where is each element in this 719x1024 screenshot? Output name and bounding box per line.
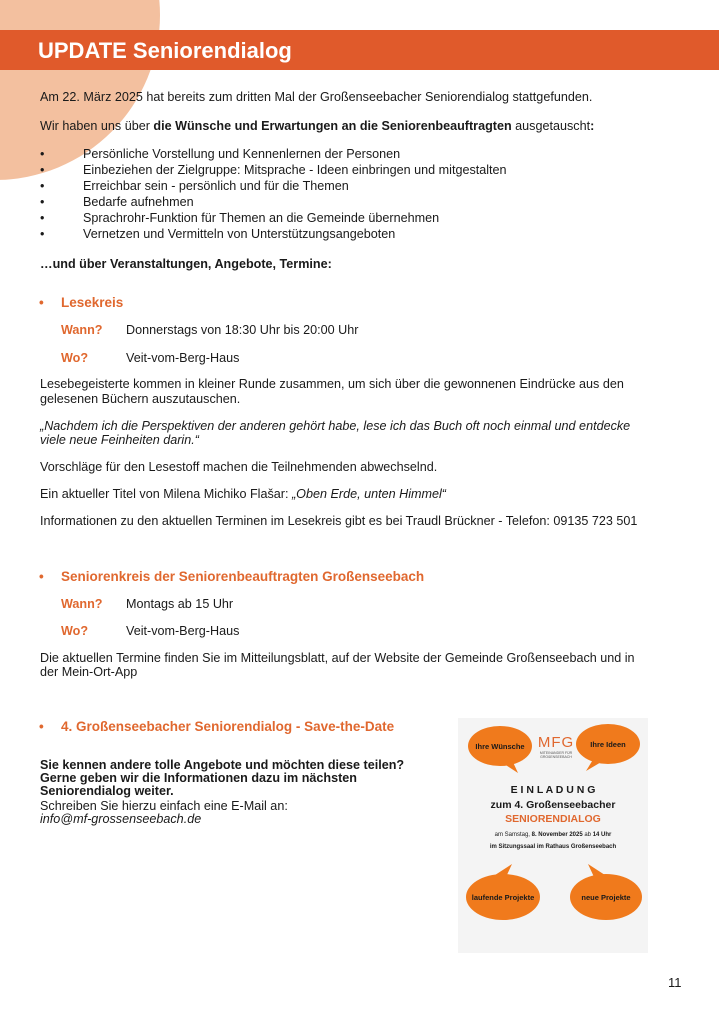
intro-topic-paragraph: Wir haben uns über die Wünsche und Erwartungen an die Seniorenbeauftragten ausgetauscht: [40, 119, 595, 133]
speech-bubble: Ihre Wünsche [468, 726, 532, 766]
lesekreis-description-line1: Lesebegeisterte kommen in kleiner Runde zusammen, um sich über die gewonnenen Eindrücke aus den [40, 377, 624, 391]
lesekreis-quote-line2: viele neue Feinheiten darin.“ [40, 433, 199, 447]
speech-bubble-tail [586, 758, 608, 772]
speech-bubble: Ihre Ideen [576, 724, 640, 764]
lesekreis-current-title: Ein aktueller Titel von Milena Michiko Flašar: „Oben Erde, unten Himmel“ [40, 487, 446, 501]
lesekreis-suggestions: Vorschläge für den Lesestoff machen die Teilnehmenden abwechselnd. [40, 460, 438, 474]
save-the-date-text: Sie kennen andere tolle Angebote und möchten diese teilen? Gerne geben wir die Informationen dazu im nächsten Seniorendialog weiter. [40, 758, 405, 798]
invitation-flyer [458, 718, 648, 953]
intro-paragraph: Am 22. März 2025 hat bereits zum dritten Mal der Großenseebacher Seniorendialog stattgefunden. [40, 90, 593, 104]
speech-bubble: laufende Projekte [466, 874, 540, 920]
speech-bubble: neue Projekte [570, 874, 642, 920]
events-heading: …und über Veranstaltungen, Angebote, Termine: [40, 257, 332, 271]
lesekreis-quote-line1: „Nachdem ich die Perspektiven der anderen gehört habe, lese ich das Buch oft noch einmal und entdecke [40, 419, 631, 433]
lesekreis-contact: Informationen zu den aktuellen Terminen im Lesekreis gibt es bei Traudl Brückner - Telefon: 09135 723 501 [40, 514, 638, 528]
flyer-heading: zum 4. Großenseebacher [490, 799, 616, 811]
flyer-date: am Samstag, 8. November 2025 ab 14 Uhr [494, 832, 612, 838]
seniorenkreis-description-line2: der Mein-Ort-App [40, 665, 138, 679]
email-prompt: Schreiben Sie hierzu einfach eine E-Mail an: [40, 799, 288, 813]
speech-bubble-tail [498, 760, 520, 774]
page-number: 11 [668, 975, 682, 990]
page-title: UPDATE Seniorendialog [38, 38, 292, 63]
seniorenkreis-description-line1: Die aktuellen Termine finden Sie im Mitteilungsblatt, auf der Website der Gemeinde Großenseebach und in [40, 651, 635, 665]
flyer-einladung: E I N L A D U N G [510, 784, 596, 796]
flyer-dialog: SENIORENDIALOG [505, 813, 601, 825]
mfg-logo: MFG MITEINANDER FÜR GROßENSEEBACH [537, 734, 575, 759]
email-link[interactable]: info@mf-grossenseebach.de [40, 812, 202, 826]
flyer-place: im Sitzungssaal im Rathaus Großenseebach [489, 844, 617, 850]
lesekreis-description-line2: gelesenen Büchern auszutauschen. [40, 392, 241, 406]
